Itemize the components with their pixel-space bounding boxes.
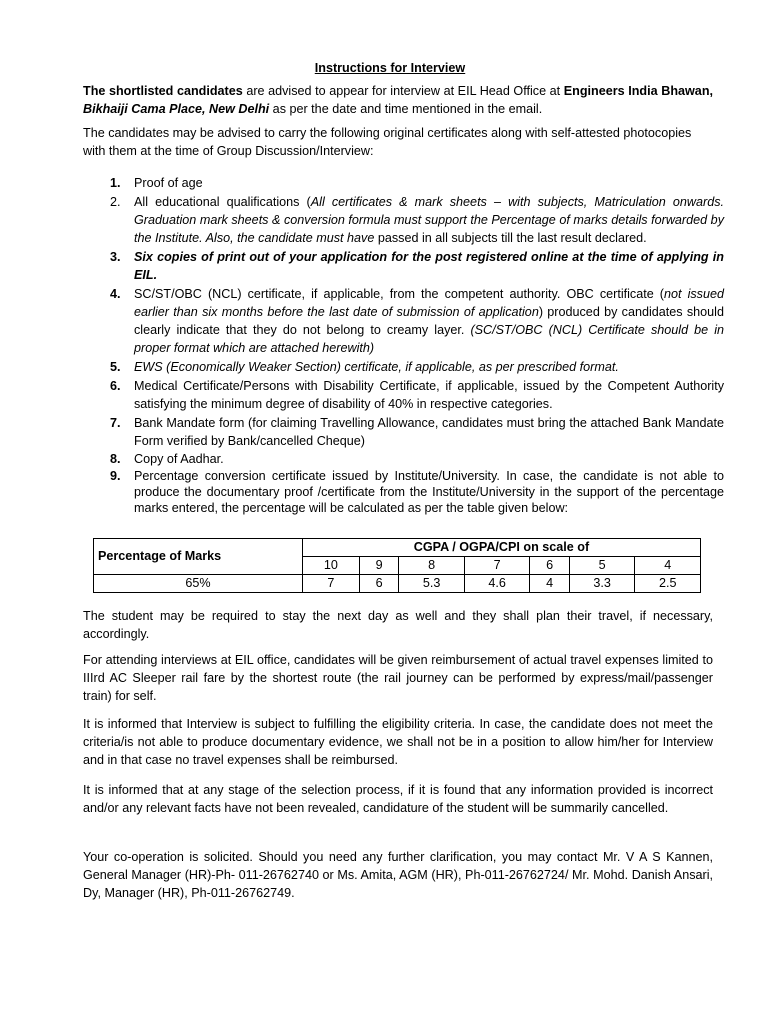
list-item [110,358,724,376]
list-item [110,450,724,468]
item-text: SC/ST/OBC (NCL) certificate, if applicable, from the competent authority. OBC certificate ( [134,287,664,301]
item-number: 5. [110,360,121,374]
value-cell: 2.5 [635,575,701,593]
item-text: Medical Certificate/Persons with Disability Certificate, if applicable, issued by the Competent Authority satisfying the minimum degree of disability of 40% in respective categories. [134,379,724,411]
item-text: Bank Mandate form (for claiming Travelling Allowance, candidates must bring the attached Bank Mandate Form verified by Bank/cancelled Cheque) [134,416,724,448]
intro-bold-lead: The shortlisted candidates [83,84,243,98]
item-number: 3. [110,250,121,264]
certificates-intro: The candidates may be advised to carry the following original certificates along with self-attested photocopies with them at the time of Group Discussion/Interview: [83,126,692,158]
eligibility-paragraph: It is informed that Interview is subject to fulfilling the eligibility criteria. In case, the candidate does not meet the criteria/is not able to produce documentary evidence, we shall not be in a position to allow him/her for Interview and in that case no travel expenses shall be reimbursed. [83,717,713,767]
stay-paragraph: The student may be required to stay the next day as well and they shall plan their travel, if necessary, accordingly. [83,609,713,641]
list-item [110,285,724,357]
item-text-italic-2: (SC/ST/OBC (NCL) Certificate should be in proper format which are attached herewith) [134,323,724,355]
scale-cell: 10 [303,557,360,575]
item-text: EWS (Economically Weaker Section) certificate, if applicable, as per prescribed format. [134,360,619,374]
cancellation-paragraph: It is informed that at any stage of the selection process, if it is found that any information provided is incorrect and/or any relevant facts have not been revealed, candidature of the student will be summarily cancelled. [83,783,713,815]
row-header: Percentage of Marks [94,539,303,575]
list-item [110,414,724,450]
intro-text-1: are advised to appear for interview at EIL Head Office at [242,84,564,98]
value-cell: 3.3 [569,575,634,593]
item-number: 2. [110,195,121,209]
intro-bold-italic-place: Bikhaiji Cama Place, New Delhi [83,102,270,116]
list-item [110,377,724,413]
intro-bold-place: Engineers India Bhawan, [563,84,714,98]
value-cell: 6 [359,575,399,593]
list-item [110,468,724,516]
value-cell: 4 [530,575,570,593]
item-text: Percentage conversion certificate issued by Institute/University. In case, the candidate is not able to produce the documentary proof /certificate from the Institute/University in the support of the percentage marks entered, the percentage will be calculated as per the table given below: [134,469,724,515]
item-number: 8. [110,452,121,466]
item-text: All educational qualifications ( [134,195,311,209]
item-text: Copy of Aadhar. [134,452,224,466]
item-text: Six copies of print out of your application for the post registered online at the time of applying in EIL. [134,250,724,282]
value-cell: 7 [303,575,360,593]
list-item [110,174,724,192]
item-number: 6. [110,379,121,393]
scale-cell: 9 [359,557,399,575]
contact-paragraph: Your co-operation is solicited. Should you need any further clarification, you may contact Mr. V A S Kannen, General Manager (HR)-Ph- 011-26762740 or Ms. Amita, AGM (HR), Ph-011-26762724/ Mr. Mohd. Danish Ansari, Dy, Manager (HR), Ph-011-26762749. [83,850,713,900]
table-header-row [94,539,701,557]
certificates-list [110,174,724,516]
intro-paragraph [83,82,713,118]
item-text-italic: not issued earlier than six months before the last date of submission of application [134,287,724,319]
item-text-italic: All certificates & mark sheets – with subjects, Matriculation onwards. Graduation mark sheets & conversion formula must support the Percentage of marks details forwarded by the Institute. Also, the candidate must have [134,195,724,245]
item-number: 7. [110,416,121,430]
value-cell: 5.3 [399,575,464,593]
intro-text-2: as per the date and time mentioned in the email. [269,102,543,116]
item-number: 9. [110,469,121,483]
item-number: 1. [110,176,121,190]
list-item [110,193,724,247]
scale-cell: 5 [569,557,634,575]
scale-cell: 4 [635,557,701,575]
item-number: 4. [110,287,121,301]
item-text-2: ) produced by candidates should clearly indicate that they do not belong to creamy layer. [134,305,724,337]
scale-cell: 7 [464,557,529,575]
page-title: Instructions for Interview [314,61,466,75]
row-label: 65% [94,575,303,593]
scale-cell: 6 [530,557,570,575]
conversion-table [93,538,701,593]
value-cell: 4.6 [464,575,529,593]
scale-cell: 8 [399,557,464,575]
item-text: Proof of age [134,176,203,190]
item-text-2: passed in all subjects till the last result declared. [374,231,647,245]
reimbursement-paragraph: For attending interviews at EIL office, candidates will be given reimbursement of actual travel expenses limited to IIIrd AC Sleeper rail fare by the shortest route (the rail journey can be performed by express/mail/passenger train) for self. [83,653,713,703]
table-row [94,575,701,593]
list-item [110,248,724,284]
column-header: CGPA / OGPA/CPI on scale of [303,539,701,557]
